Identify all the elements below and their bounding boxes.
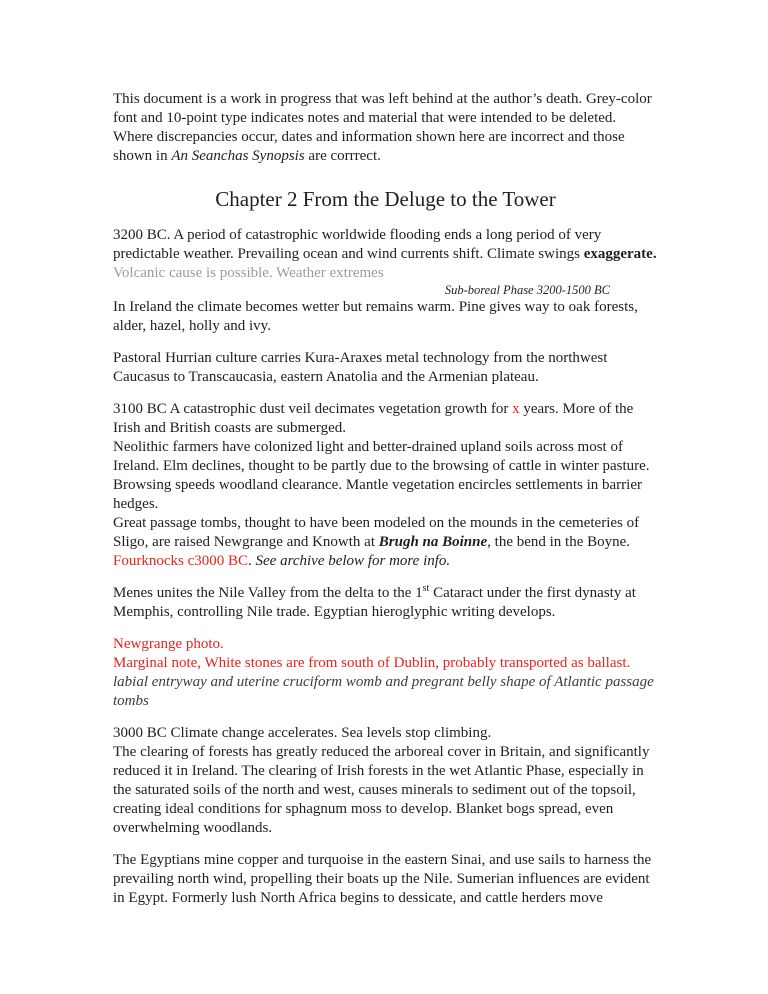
red-fourknocks-note: Fourknocks c3000 BC [113, 553, 248, 569]
ordinal-superscript: st [422, 583, 430, 594]
blank-line [113, 387, 658, 400]
text-run: Menes unites the Nile Valley from the delta to the 1 [113, 585, 423, 601]
text-run: Pastoral Hurrian culture carries Kura-Araxes metal technology from the northwest Caucasus to Transcaucasia, eastern Anatolia and the Armenian plateau. [113, 350, 608, 385]
paragraph-forest-clearing [113, 743, 658, 838]
text-run: Great passage tombs, thought to have been modeled on the mounds in the cemeteries of Sligo, are raised Newgrange and Knowth at [113, 515, 640, 550]
text-run: This document is a work in progress that was left behind at the author’s death. Grey-color font and 10-point type indicates notes and material that were intended to be deleted. Where discrepancies occur, dates and information shown here are incorrect and those shown in [113, 91, 652, 164]
blank-line [113, 571, 658, 584]
document-content [113, 90, 658, 908]
phase-annotation: Sub-boreal Phase 3200-1500 BC [444, 283, 610, 297]
paragraph-neolithic-farmers [113, 438, 658, 514]
text-run: 3200 BC. A period of catastrophic worldwide flooding ends a long period of very predictable weather. Prevailing ocean and wind currents shift. Climate swings [113, 227, 602, 262]
text-run: Cataract under the first dynasty at Memphis, controlling Nile trade. Egyptian hieroglyphic writing develops. [113, 585, 636, 620]
text-run: are corrrect. [304, 148, 381, 164]
note-marginal-white-stones [113, 654, 658, 673]
dark-italic-note: labial entryway and uterine cruciform womb and pregrant belly shape of Atlantic passage tombs [113, 674, 654, 709]
text-run: Neolithic farmers have colonized light and better-drained upland soils across most of Ireland. Elm declines, thought to be partly due to the browsing of cattle in winter pasture. Browsing speeds woodland clearance. Mantle vegetation encircles settlements in barrier hedges. [113, 439, 650, 512]
paragraph-menes [113, 584, 658, 622]
blank-line [113, 213, 658, 226]
paragraph-hurrian-culture [113, 349, 658, 387]
red-photo-note: Newgrange photo. [113, 636, 224, 652]
paragraph-3200bc [113, 226, 658, 283]
chapter-title [113, 186, 658, 213]
paragraph-3000bc [113, 724, 658, 743]
archive-reference-italic: See archive below for more info. [255, 553, 451, 569]
text-run: 3100 BC A catastrophic dust veil decimates vegetation growth for [113, 401, 513, 417]
red-marginal-note: Marginal note, White stones are from south of Dublin, probably transported as ballast. [113, 655, 631, 671]
blank-line [113, 838, 658, 851]
text-run: , the bend in the Boyne. [487, 534, 631, 550]
bold-exaggerate: exaggerate. [583, 246, 657, 262]
text-run: . [248, 553, 256, 569]
paragraph-egyptians [113, 851, 658, 908]
note-newgrange-photo [113, 635, 658, 654]
blank-line [113, 622, 658, 635]
paragraph-ireland-climate [113, 298, 658, 336]
red-placeholder-x: x [512, 401, 520, 417]
grey-deleted-note: Volcanic cause is possible. Weather extremes [113, 265, 384, 281]
text-run: years. More of the Irish and British coasts are submerged. [113, 401, 634, 436]
text-run: In Ireland the climate becomes wetter but remains warm. Pine gives way to oak forests, alder, hazel, holly and ivy. [113, 299, 638, 334]
text-run: The clearing of forests has greatly reduced the arboreal cover in Britain, and significantly reduced it in Ireland. The clearing of Irish forests in the wet Atlantic Phase, especially in the saturated soils of the north and west, causes minerals to sediment out of the topsoil, creating ideal conditions for sphagnum moss to develop. Blanket bogs spread, even overwhelming woodlands. [113, 744, 650, 836]
paragraph-passage-tombs [113, 514, 658, 552]
place-name-bold-italic: Brugh na Boinne [378, 534, 488, 550]
text-run: The Egyptians mine copper and turquoise in the eastern Sinai, and use sails to harness the prevailing north wind, propelling their boats up the Nile. Sumerian influences are evident in Egypt. Formerly lush North Africa begins to dessicate, and cattle herders move [113, 852, 652, 906]
blank-line [113, 711, 658, 724]
chapter-title-text: Chapter 2 From the Deluge to the Tower [215, 187, 556, 211]
blank-line [113, 336, 658, 349]
note-labial-entryway [113, 673, 658, 711]
blank-line [113, 166, 658, 179]
paragraph-3100bc [113, 400, 658, 438]
editor-note-paragraph [113, 90, 658, 166]
book-title-italic: An Seanchas Synopsis [171, 148, 305, 164]
subboreal-phase-note [113, 283, 658, 298]
paragraph-fourknocks [113, 552, 658, 571]
text-run: 3000 BC Climate change accelerates. Sea levels stop climbing. [113, 725, 492, 741]
